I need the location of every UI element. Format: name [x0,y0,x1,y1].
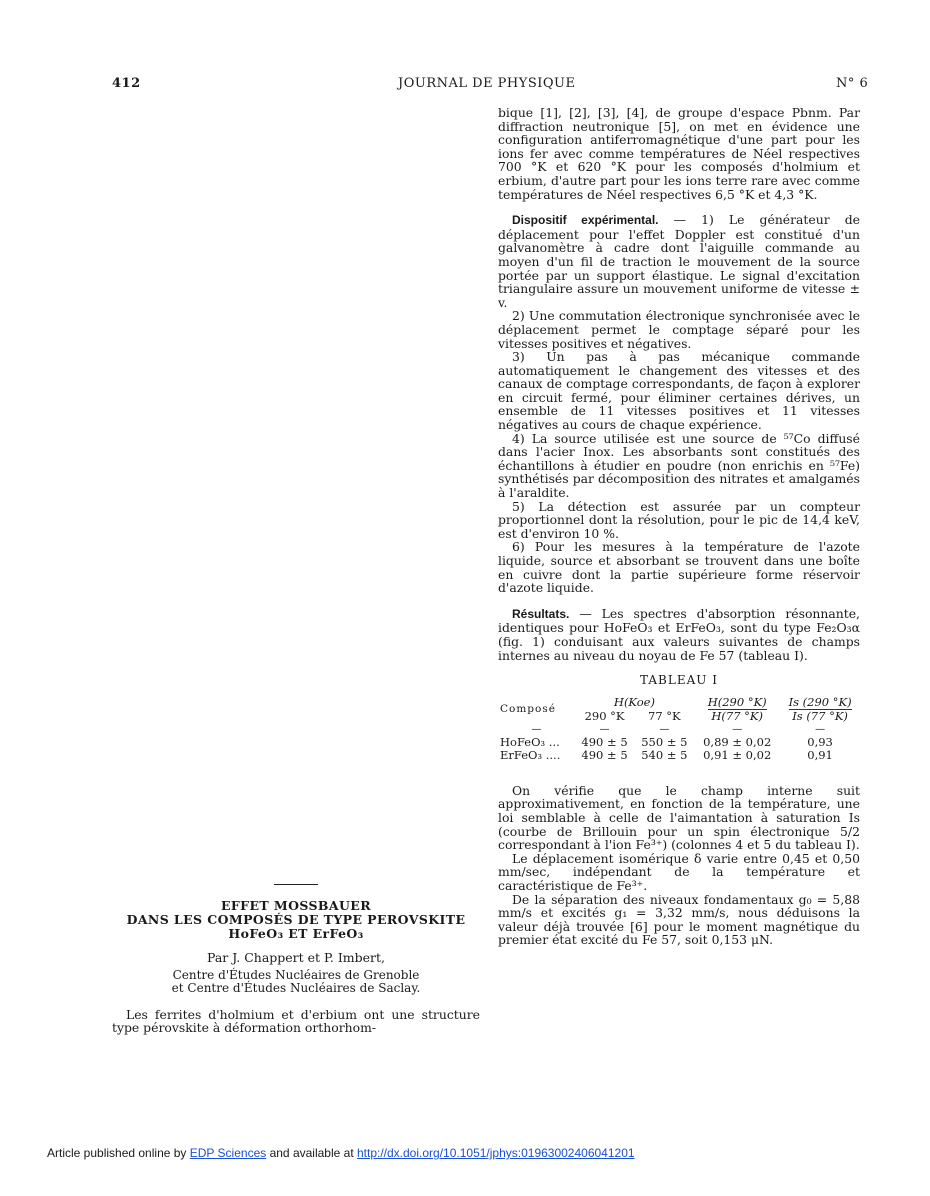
cell-h77: 550 ± 5 [641,734,688,749]
header-ratio-is-den: Is (77 °K) [792,708,848,723]
header-ratio-h [694,696,780,723]
paragraph-item-5: 5) La détection est assurée par un compteur proportionnel dont la résolution, pour le pic de 14,4 keV, est d'environ 10 %. [498,498,860,541]
header-ratio-is-num: Is (290 °K) [788,694,852,709]
cell-h290: 490 ± 5 [581,747,628,762]
footer-middle: and available at [266,1146,357,1160]
header-ratio-h-num: H(290 °K) [707,694,767,709]
dash-mark: — [599,723,610,735]
cell-compound: HoFeO₃ ... [500,734,560,749]
header-h: H(Koe) [613,695,655,710]
paragraph-dispositif [498,213,860,309]
article-title-line-2: DANS LES COMPOSÉS DE TYPE PEROVSKITE [126,912,466,927]
data-table [498,696,860,762]
cell-h77: 540 ± 5 [641,747,688,762]
cell-ratio-h: 0,89 ± 0,02 [703,734,772,749]
doi-link[interactable]: http://dx.doi.org/10.1051/jphys:01963002406041201 [356,1146,635,1160]
dash-mark: — [659,723,670,735]
publisher-link[interactable]: EDP Sciences [189,1146,267,1160]
paragraph-article-intro: Les ferrites d'holmium et d'erbium ont une structure type pérovskite à déformation orthorhom- [112,1006,480,1036]
paragraph-champ-interne: On vérifie que le champ interne suit approximativement, en fonction de la température, une loi semblable à celle de l'aimantation à saturation Is (courbe de Brillouin pour un spin électronique 5/2 correspondant à l'ion Fe³⁺) (colonnes 4 et 5 du tableau I). [498,782,860,853]
header-290: 290 °K [584,708,625,723]
paragraph-item-3: 3) Un pas à pas mécanique commande automatiquement le changement des vitesses et des canaux de comptage correspondants, de façon à explorer en circuit fermé, pour éliminer certaines dérives, un ensemble de 11 vitesses positives et 11 vitesses négatives au cours de chaque expérience. [498,349,860,433]
issue-number: N° 6 [836,76,869,91]
cell-ratio-is: 0,93 [807,734,833,749]
paragraph-isomerique: Le déplacement isomérique δ varie entre 0,45 et 0,50 mm/sec, indépendant de la température et caractéristique de Fe³⁺. [498,850,860,893]
paragraph-item-4: 4) La source utilisée est une source de ⁵⁷Co diffusé dans l'acier Inox. Les absorbants sont constitués des échantillons à étudier en poudre (non enrichis en ⁵⁷Fe) synthétisés par décomposition des nitrates et amalgamés à l'araldite. [498,430,860,501]
table-row [498,749,860,762]
cell-ratio-h: 0,91 ± 0,02 [703,747,772,762]
paragraph-item-2: 2) Une commutation électronique synchronisée avec le déplacement permet le comptage séparé pour les vitesses positives et négatives. [498,308,860,351]
section-heading-dispositif: Dispositif expérimental. [512,213,659,228]
paragraph-resultats [498,607,860,662]
header-ratio-is [780,696,860,723]
page-number: 412 [112,76,141,91]
affiliation-2: et Centre d'Études Nucléaires de Saclay. [171,981,421,996]
table-caption: TABLEAU I [640,673,718,688]
authors: Par J. Chappert et P. Imbert, [206,950,386,965]
table-row [498,736,860,749]
footer-prefix: Article published online by [47,1146,190,1160]
header-compose: Composé [500,702,556,715]
dash-mark: — [531,723,542,735]
footer [47,1146,635,1160]
cell-compound: ErFeO₃ .... [500,747,561,762]
header-ratio-h-den: H(77 °K) [711,708,764,723]
article-title-line-1: EFFET MOSSBAUER [220,898,372,913]
cell-ratio-is: 0,91 [807,747,833,762]
affiliation-1: Centre d'Études Nucléaires de Grenoble [172,967,420,982]
header-77: 77 °K [648,708,681,723]
cell-h290: 490 ± 5 [581,734,628,749]
left-column [112,884,480,1035]
title-rule [274,884,318,885]
paragraph-text: — Les spectres d'absorption résonnante, identiques pour HoFeO₃ et ErFeO₃, sont du type Fe₂O₃α (fig. 1) conduisant aux valeurs suivantes de champs internes au niveau du noyau de Fe 57 (tableau I). [498,605,860,663]
paragraph-intro-continued: bique [1], [2], [3], [4], de groupe d'espace Pbnm. Par diffraction neutronique [5], on met en évidence une configuration antiferromagnétique d'une part pour les ions fer avec comme températures de Néel respectives 700 °K et 620 °K pour les composés d'holmium et erbium, d'autre part pour les ions terre rare avec comme températures de Néel respectives 6,5 °K et 4,3 °K. [498,105,860,202]
paragraph-text: — 1) Le générateur de déplacement pour l'effet Doppler est constitué d'un galvanomètre à cadre dont l'aiguille commande au moyen d'un fil de traction le mouvement de la source portée par un support élastique. Le signal d'excitation triangulaire assure un mouvement uniforme de vitesse ± v. [498,212,861,310]
right-column [498,106,860,947]
dash-mark: — [732,723,743,735]
paragraph-item-6: 6) Pour les mesures à la température de l'azote liquide, source et absorbant se trouvent dans une boîte en cuivre dont la partie supérieure forme réservoir d'azote liquide. [498,539,860,596]
paragraph-moment: De la séparation des niveaux fondamentaux g₀ = 5,88 mm/s et excités g₁ = 3,32 mm/s, nous déduisons la valeur déjà trouvée [6] pour le moment magnétique du premier état excité du Fe 57, soit 0,153 μN. [498,891,860,948]
section-heading-resultats: Résultats. [512,606,570,621]
journal-title: JOURNAL DE PHYSIQUE [398,76,576,91]
dash-mark: — [815,723,826,735]
article-title-line-3: HoFeO₃ ET ErFeO₃ [228,926,364,941]
